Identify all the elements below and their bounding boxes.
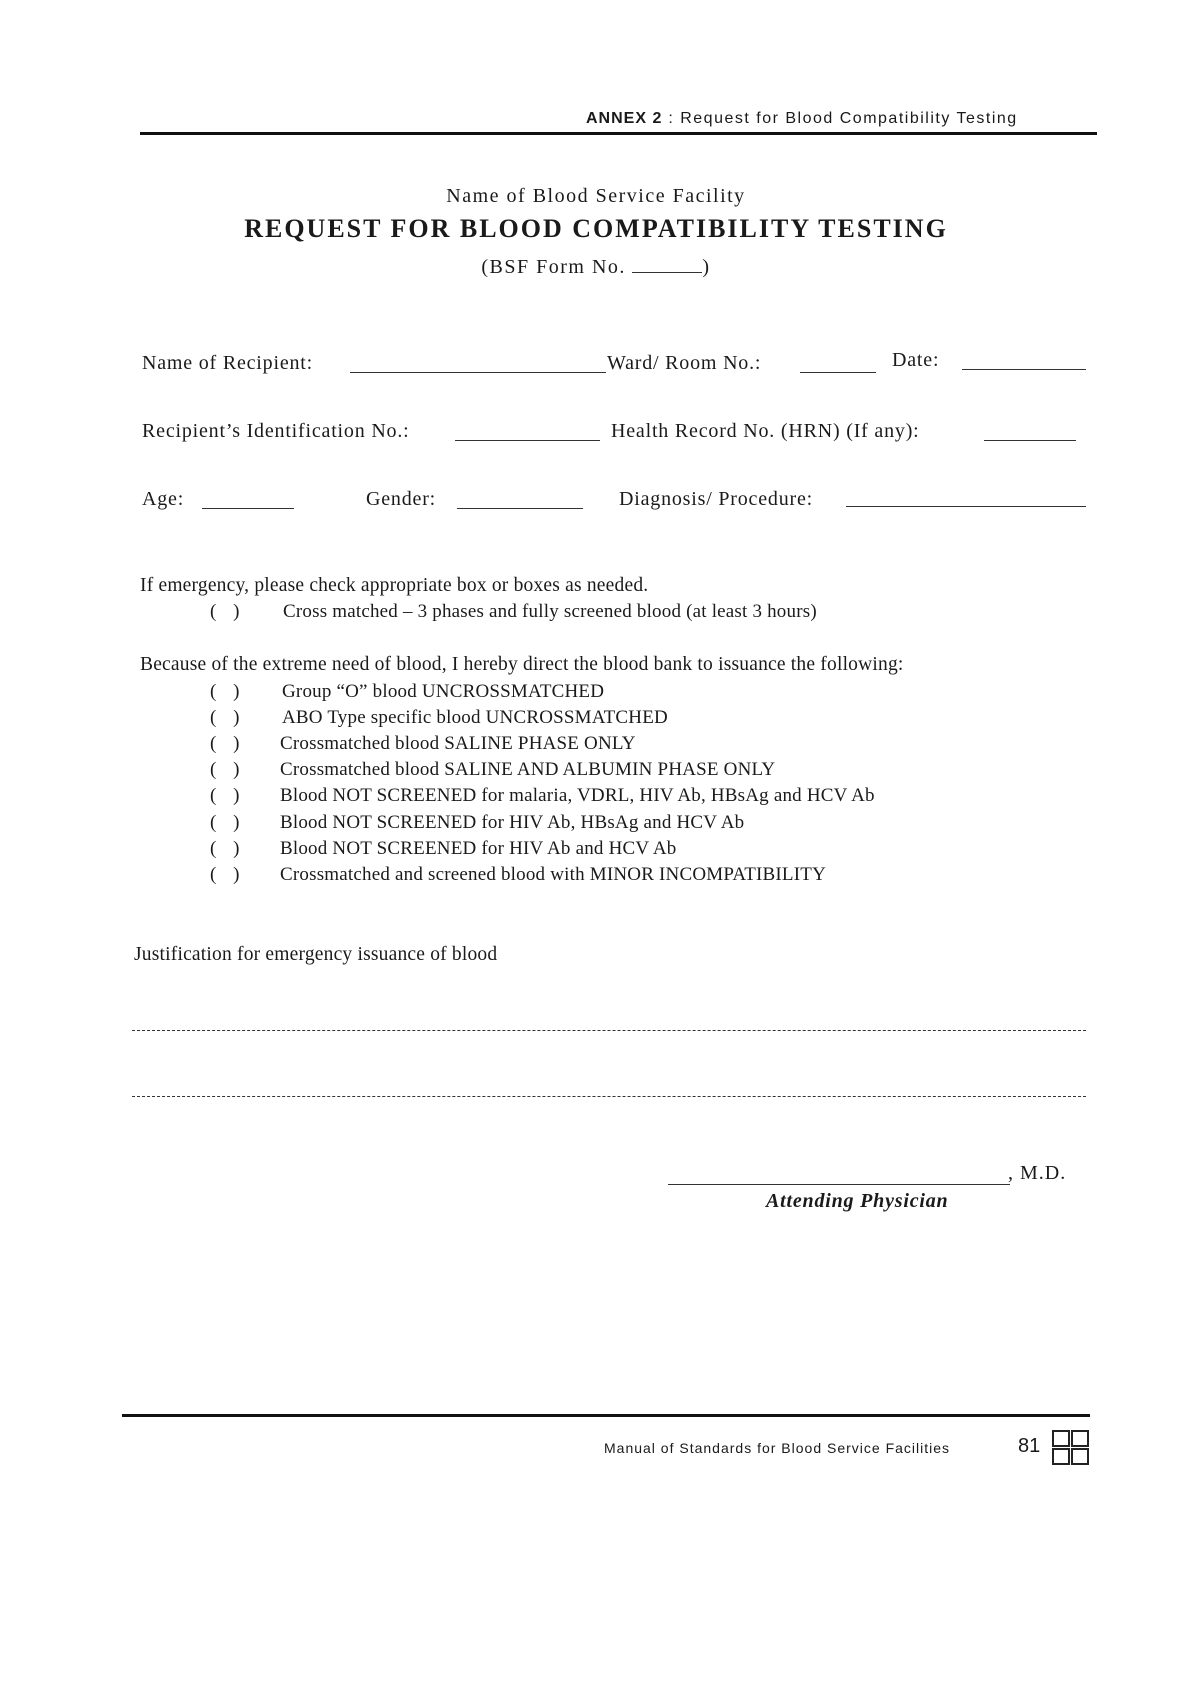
option-label: Blood NOT SCREENED for HIV Ab and HCV Ab xyxy=(280,838,677,859)
grid-logo-icon xyxy=(1052,1430,1090,1466)
option-label: ABO Type specific blood UNCROSSMATCHED xyxy=(282,707,668,728)
ward-room-label: Ward/ Room No.: xyxy=(607,352,762,374)
diagnosis-field[interactable] xyxy=(846,486,1086,507)
physician-signature-field[interactable] xyxy=(668,1168,1010,1185)
option-checkbox[interactable]: ( ) xyxy=(210,759,246,780)
header-rule xyxy=(140,132,1097,135)
justification-label: Justification for emergency issuance of blood xyxy=(134,944,498,965)
form-number xyxy=(0,254,1192,279)
gender-label: Gender: xyxy=(366,488,437,510)
recipient-id-field[interactable] xyxy=(455,420,600,441)
extreme-need-intro: Because of the extreme need of blood, I hereby direct the blood bank to issuance the following: xyxy=(140,654,904,675)
footer-rule xyxy=(122,1414,1090,1417)
date-label: Date: xyxy=(892,349,940,371)
option-checkbox[interactable]: ( ) xyxy=(210,707,246,728)
form-number-field[interactable] xyxy=(632,254,702,273)
option-checkbox[interactable]: ( ) xyxy=(210,785,246,806)
form-number-prefix: (BSF Form No. xyxy=(481,256,626,278)
option-label: Crossmatched blood SALINE PHASE ONLY xyxy=(280,733,636,754)
option-label: Group “O” blood UNCROSSMATCHED xyxy=(282,681,605,702)
form-number-suffix: ) xyxy=(702,256,711,278)
running-header xyxy=(586,110,1018,128)
page-number: 81 xyxy=(1018,1435,1041,1457)
option-label: Crossmatched and screened blood with MINOR INCOMPATIBILITY xyxy=(280,864,826,885)
physician-role: Attending Physician xyxy=(766,1190,949,1212)
emergency-checkbox[interactable]: ( ) xyxy=(210,601,246,622)
recipient-id-label: Recipient’s Identification No.: xyxy=(142,420,410,442)
facility-name: Name of Blood Service Facility xyxy=(446,185,746,207)
annex-label: ANNEX 2 xyxy=(586,110,663,127)
justification-line-1[interactable] xyxy=(132,1030,1086,1031)
ward-room-field[interactable] xyxy=(800,352,876,373)
footer-manual-title: Manual of Standards for Blood Service Facilities xyxy=(604,1440,951,1456)
option-checkbox[interactable]: ( ) xyxy=(210,733,246,754)
form-title: REQUEST FOR BLOOD COMPATIBILITY TESTING xyxy=(244,214,948,243)
emergency-option: Cross matched – 3 phases and fully screened blood (at least 3 hours) xyxy=(283,601,817,622)
age-field[interactable] xyxy=(202,488,294,509)
option-checkbox[interactable]: ( ) xyxy=(210,864,246,885)
recipient-name-label: Name of Recipient: xyxy=(142,352,314,374)
option-label: Blood NOT SCREENED for HIV Ab, HBsAg and HCV Ab xyxy=(280,812,745,833)
option-checkbox[interactable]: ( ) xyxy=(210,681,246,702)
age-label: Age: xyxy=(142,488,185,510)
health-record-label: Health Record No. (HRN) (If any): xyxy=(611,420,920,442)
option-checkbox[interactable]: ( ) xyxy=(210,812,246,833)
option-label: Blood NOT SCREENED for malaria, VDRL, HIV Ab, HBsAg and HCV Ab xyxy=(280,785,875,806)
md-suffix: , M.D. xyxy=(1008,1162,1067,1184)
date-field[interactable] xyxy=(962,349,1086,370)
gender-field[interactable] xyxy=(457,488,583,509)
justification-line-2[interactable] xyxy=(132,1096,1086,1097)
health-record-field[interactable] xyxy=(984,420,1076,441)
header-separator: : xyxy=(668,110,675,127)
emergency-intro: If emergency, please check appropriate box or boxes as needed. xyxy=(140,575,649,596)
annex-title: Request for Blood Compatibility Testing xyxy=(680,110,1018,127)
recipient-name-field[interactable] xyxy=(350,352,606,373)
diagnosis-label: Diagnosis/ Procedure: xyxy=(619,488,813,510)
option-checkbox[interactable]: ( ) xyxy=(210,838,246,859)
option-label: Crossmatched blood SALINE AND ALBUMIN PHASE ONLY xyxy=(280,759,776,780)
